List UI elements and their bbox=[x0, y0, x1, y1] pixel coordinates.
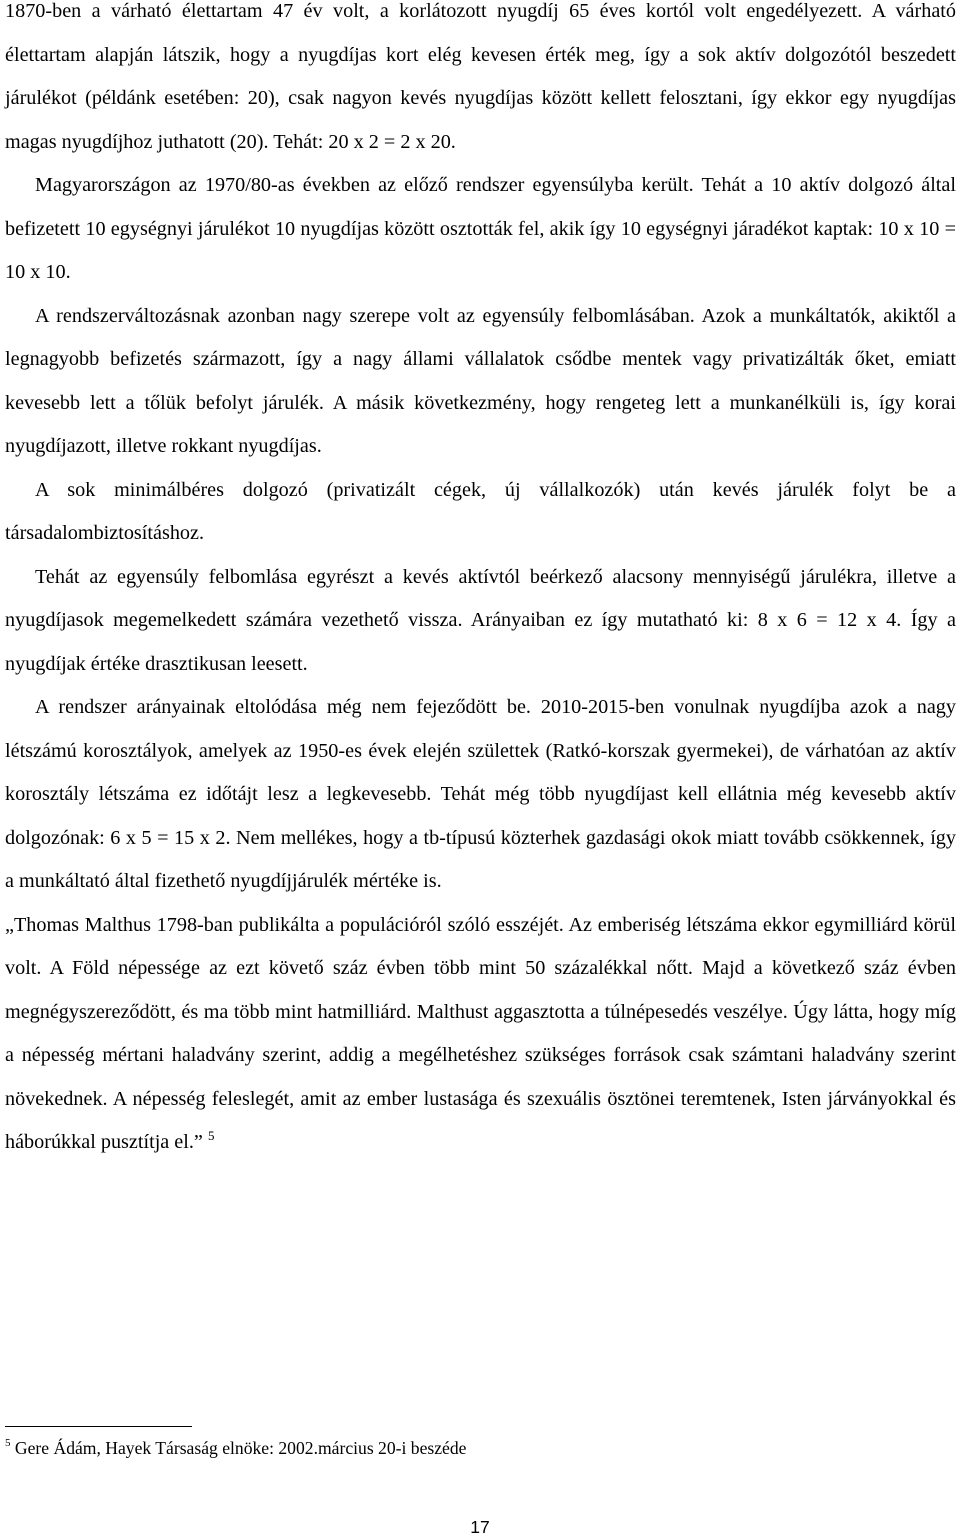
paragraph-5: Tehát az egyensúly felbomlása egyrészt a kevés aktívtól beérkező alacsony mennyiségű járulékra, illetve a nyugdíjasok megemelkedett számára vezethető vissza. Arányaiban ez így mutatható ki: 8 x 6 = 12 x 4. Így a nyugdíjak értéke drasztikusan leesett. bbox=[5, 565, 956, 675]
footnote-reference[interactable]: 5 bbox=[207, 1128, 215, 1143]
quote-text: „Thomas Malthus 1798-ban publikálta a populációról szóló esszéjét. Az emberiség létszáma ekkor egymilliárd körül volt. A Föld népessége az ezt követő száz évben több mint 50 százalékkal nőtt. Majd a következő száz évben megnégyszereződött, és ma több mint hatmilliárd. Malthust aggasztotta a túlnépesedés veszélye. Úgy látta, hogy míg a népesség mértani haladvány szerint, addig a megélhetéshez szükséges források csak számtani haladvány szerint növekednek. A népesség feleslegét, amit az ember lustasága és szexuális ösztönei teremtenek, Isten járványokkal és háborúkkal pusztítja el.” bbox=[5, 913, 956, 1153]
footnote-text: Gere Ádám, Hayek Társaság elnöke: 2002.március 20-i beszéde bbox=[14, 1438, 467, 1458]
paragraph-6: A rendszer arányainak eltolódása még nem fejeződött be. 2010-2015-ben vonulnak nyugdíjba azok a nagy létszámú korosztályok, amelyek az 1950-es évek elején születtek (Ratkó-korszak gyermekei), de várhatóan az aktív korosztály létszáma ez időtájt lesz a legkevesebb. Tehát még több nyugdíjast kell ellátnia még kevesebb aktív dolgozónak: 6 x 5 = 15 x 2. Nem mellékes, hogy a tb-típusú közterhek gazdasági okok miatt tovább csökkennek, így a munkáltató által fizethető nyugdíjjárulék mértéke is. bbox=[5, 696, 956, 892]
paragraph-4: A sok minimálbéres dolgozó (privatizált cégek, új vállalkozók) után kevés járulék folyt be a társadalombiztosításhoz. bbox=[5, 478, 956, 544]
quote-paragraph bbox=[5, 904, 956, 1165]
paragraph-1: 1870-ben a várható élettartam 47 év volt, a korlátozott nyugdíj 65 éves kortól volt engedélyezett. A várható élettartam alapján látszik, hogy a nyugdíjas kort elég kevesen érték meg, így a sok aktív dolgozótól beszedett járulékot (példánk esetében: 20), csak nagyon kevés nyugdíjas között kellett felosztani, így ekkor egy nyugdíjas magas nyugdíjhoz juthatott (20). Tehát: 20 x 2 = 2 x 20. bbox=[5, 0, 956, 153]
footnote-divider bbox=[5, 1426, 192, 1427]
paragraph-2: Magyarországon az 1970/80-as években az előző rendszer egyensúlyba került. Tehát a 10 aktív dolgozó által befizetett 10 egységnyi járulékot 10 nyugdíjas között osztották fel, akik így 10 egységnyi járadékot kaptak: 10 x 10 = 10 x 10. bbox=[5, 174, 956, 283]
footnote-number: 5 bbox=[5, 1437, 11, 1449]
footnote bbox=[5, 1437, 466, 1459]
document-body bbox=[5, 0, 956, 1165]
page-number: 17 bbox=[470, 1517, 490, 1537]
paragraph-3: A rendszerváltozásnak azonban nagy szerepe volt az egyensúly felbomlásában. Azok a munkáltatók, akiktől a legnagyobb befizetés származott, így a nagy állami vállalatok csődbe mentek vagy privatizálták őket, emiatt kevesebb lett a tőlük befolyt járulék. A másik következmény, hogy rengeteg lett a munkanélküli is, így korai nyugdíjazott, illetve rokkant nyugdíjas. bbox=[5, 304, 956, 457]
